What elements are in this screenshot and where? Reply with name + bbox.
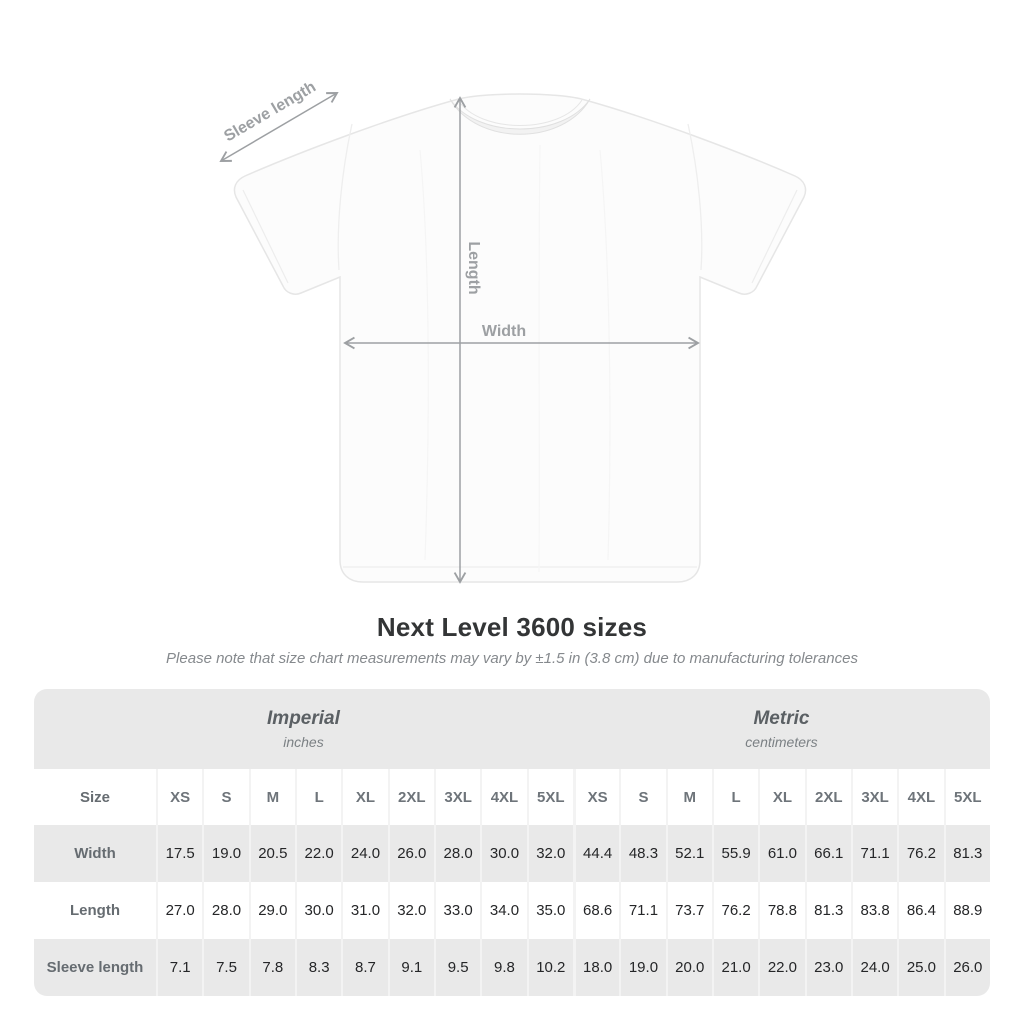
value-cell: 20.5 (249, 825, 295, 882)
row-label: Sleeve length (34, 939, 156, 996)
value-cell: 9.8 (480, 939, 526, 996)
value-cell: 25.0 (897, 939, 943, 996)
size-col-2xl-metric: 2XL (805, 769, 851, 825)
value-cell: 17.5 (156, 825, 202, 882)
value-cell: 22.0 (758, 939, 804, 996)
value-cell: 22.0 (295, 825, 341, 882)
value-cell: 23.0 (805, 939, 851, 996)
value-cell: 19.0 (619, 939, 665, 996)
value-cell: 9.1 (388, 939, 434, 996)
value-cell: 48.3 (619, 825, 665, 882)
value-cell: 83.8 (851, 882, 897, 939)
measure-row-length (34, 882, 990, 939)
value-cell: 32.0 (388, 882, 434, 939)
sleeve-length-label: Sleeve length (221, 78, 319, 146)
size-header-label: Size (34, 769, 156, 825)
value-cell: 7.8 (249, 939, 295, 996)
value-cell: 19.0 (202, 825, 248, 882)
value-cell: 24.0 (851, 939, 897, 996)
value-cell: 71.1 (619, 882, 665, 939)
value-cell: 24.0 (341, 825, 387, 882)
width-label: Width (481, 323, 527, 340)
value-cell: 66.1 (805, 825, 851, 882)
row-label: Length (34, 882, 156, 939)
unit-header-metric (573, 689, 990, 769)
size-col-xs-metric: XS (573, 769, 619, 825)
length-label: Length (465, 241, 482, 295)
size-col-4xl-metric: 4XL (897, 769, 943, 825)
size-col-m-imperial: M (249, 769, 295, 825)
page-title: Next Level 3600 sizes (376, 612, 648, 642)
size-header-row (34, 769, 990, 825)
value-cell: 7.1 (156, 939, 202, 996)
page-subtitle: Please note that size chart measurements may vary by ±1.5 in (3.8 cm) due to manufacturing tolerances (166, 650, 858, 667)
size-col-2xl-imperial: 2XL (388, 769, 434, 825)
value-cell: 68.6 (573, 882, 619, 939)
imperial-heading: Imperial (267, 708, 340, 729)
size-col-l-imperial: L (295, 769, 341, 825)
unit-header-row (34, 689, 990, 769)
size-chart-table (34, 689, 990, 996)
value-cell: 61.0 (758, 825, 804, 882)
size-col-3xl-imperial: 3XL (434, 769, 480, 825)
value-cell: 21.0 (712, 939, 758, 996)
value-cell: 28.0 (434, 825, 480, 882)
title-block (0, 612, 1024, 667)
value-cell: 76.2 (712, 882, 758, 939)
value-cell: 31.0 (341, 882, 387, 939)
value-cell: 32.0 (527, 825, 573, 882)
size-col-xs-imperial: XS (156, 769, 202, 825)
value-cell: 33.0 (434, 882, 480, 939)
value-cell: 7.5 (202, 939, 248, 996)
value-cell: 81.3 (944, 825, 990, 882)
measure-row-sleeve-length (34, 939, 990, 996)
size-col-3xl-metric: 3XL (851, 769, 897, 825)
size-col-xl-imperial: XL (341, 769, 387, 825)
value-cell: 30.0 (480, 825, 526, 882)
value-cell: 18.0 (573, 939, 619, 996)
value-cell: 76.2 (897, 825, 943, 882)
value-cell: 27.0 (156, 882, 202, 939)
value-cell: 20.0 (666, 939, 712, 996)
value-cell: 78.8 (758, 882, 804, 939)
value-cell: 34.0 (480, 882, 526, 939)
value-cell: 8.7 (341, 939, 387, 996)
value-cell: 44.4 (573, 825, 619, 882)
size-col-m-metric: M (666, 769, 712, 825)
value-cell: 73.7 (666, 882, 712, 939)
size-col-s-metric: S (619, 769, 665, 825)
imperial-unit: inches (283, 734, 324, 750)
metric-heading: Metric (753, 708, 810, 729)
value-cell: 26.0 (388, 825, 434, 882)
measure-row-width (34, 825, 990, 882)
value-cell: 35.0 (527, 882, 573, 939)
value-cell: 52.1 (666, 825, 712, 882)
value-cell: 71.1 (851, 825, 897, 882)
value-cell: 30.0 (295, 882, 341, 939)
value-cell: 8.3 (295, 939, 341, 996)
value-cell: 9.5 (434, 939, 480, 996)
value-cell: 81.3 (805, 882, 851, 939)
metric-unit: centimeters (745, 734, 818, 750)
value-cell: 88.9 (944, 882, 990, 939)
value-cell: 10.2 (527, 939, 573, 996)
size-col-l-metric: L (712, 769, 758, 825)
size-col-xl-metric: XL (758, 769, 804, 825)
value-cell: 29.0 (249, 882, 295, 939)
size-col-s-imperial: S (202, 769, 248, 825)
size-col-4xl-imperial: 4XL (480, 769, 526, 825)
unit-header-imperial (34, 689, 573, 769)
row-label: Width (34, 825, 156, 882)
value-cell: 28.0 (202, 882, 248, 939)
value-cell: 26.0 (944, 939, 990, 996)
size-col-5xl-metric: 5XL (944, 769, 990, 825)
value-cell: 55.9 (712, 825, 758, 882)
value-cell: 86.4 (897, 882, 943, 939)
size-col-5xl-imperial: 5XL (527, 769, 573, 825)
